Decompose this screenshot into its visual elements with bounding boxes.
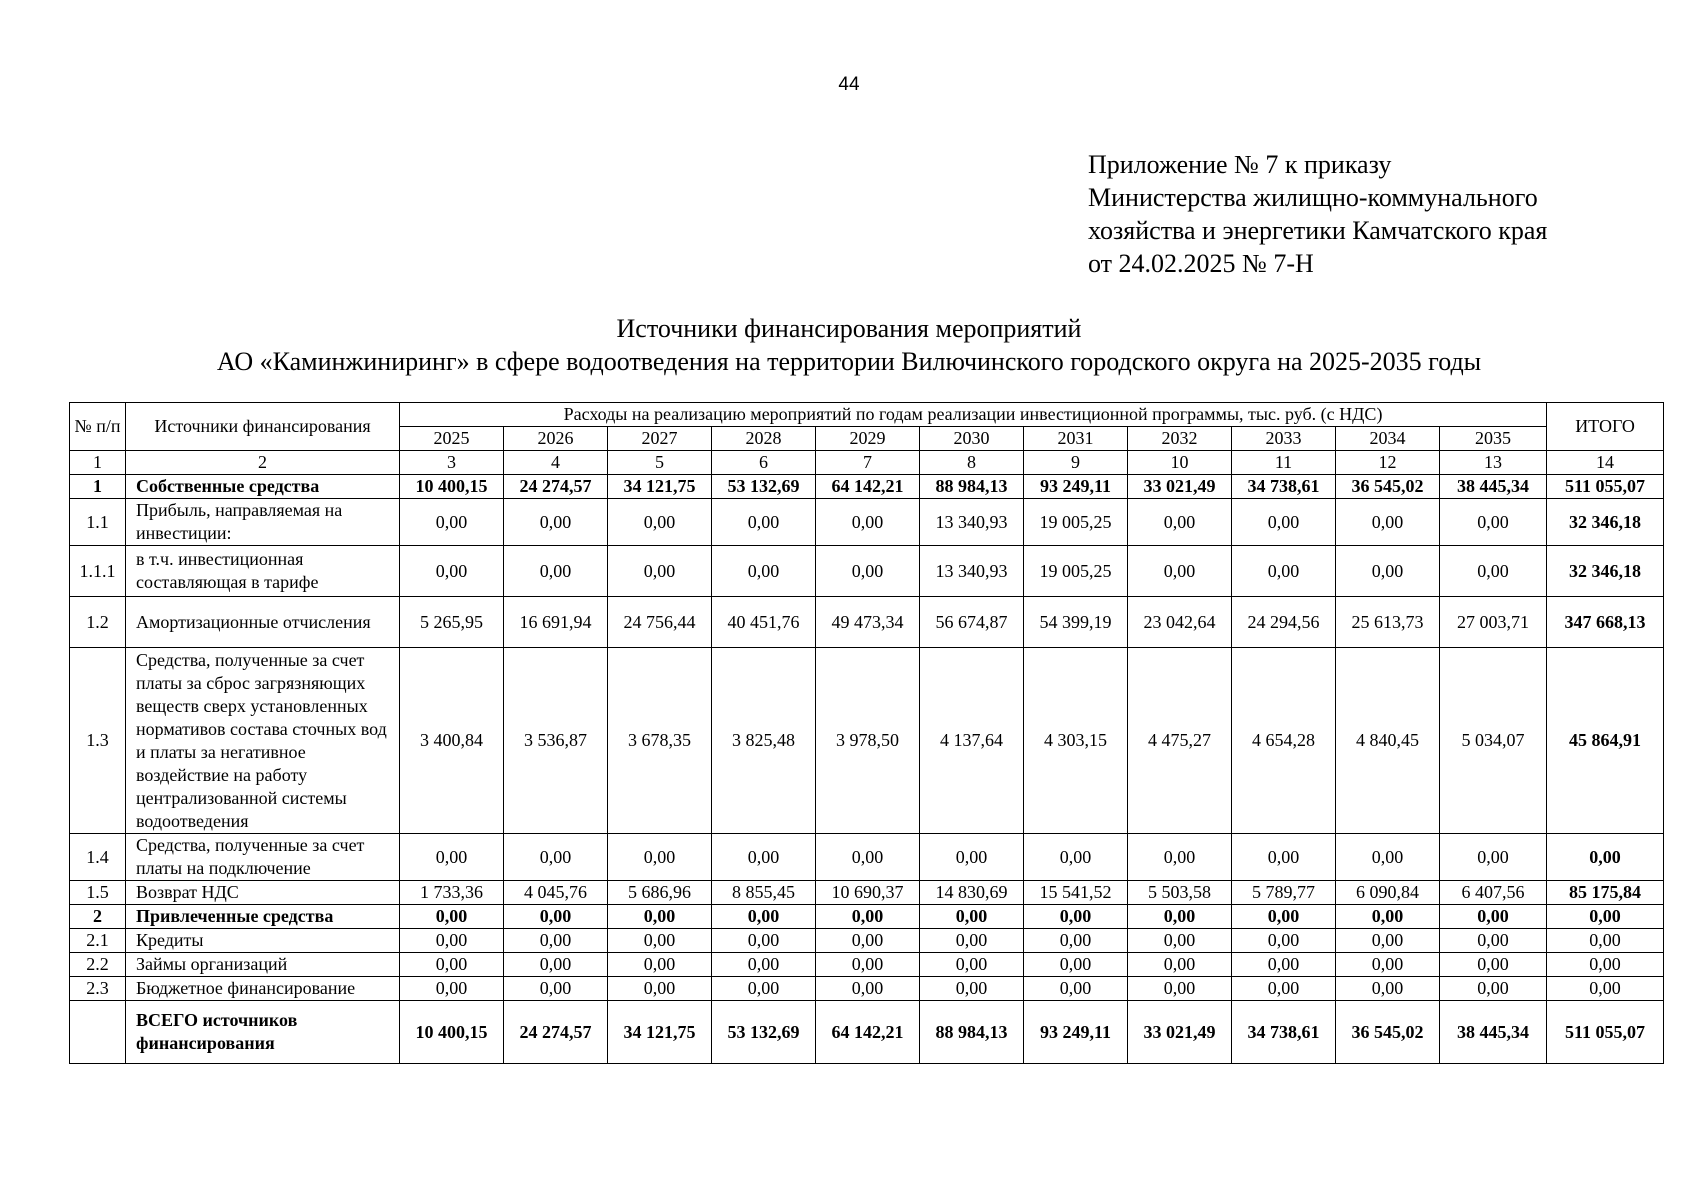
row-source: в т.ч. инвестиционная составляющая в тарифе: [126, 546, 400, 597]
column-number: 2: [126, 451, 400, 475]
row-value: 0,00: [1232, 499, 1336, 546]
row-number: 1: [70, 475, 126, 499]
column-number: 7: [816, 451, 920, 475]
column-number: 12: [1336, 451, 1440, 475]
row-value: 0,00: [920, 905, 1024, 929]
row-value: 34 121,75: [608, 475, 712, 499]
row-value: 0,00: [504, 499, 608, 546]
row-source: Средства, полученные за счет платы за сброс загрязняющих веществ сверх установленных нормативов состава сточных вод и платы за негативное воздействие на работу централизованной системы водоотведения: [126, 648, 400, 834]
row-value: 0,00: [504, 953, 608, 977]
table-row: [70, 953, 1664, 977]
row-value: 0,00: [1128, 499, 1232, 546]
row-value: 3 400,84: [400, 648, 504, 834]
row-value: 1 733,36: [400, 881, 504, 905]
row-value: 5 034,07: [1440, 648, 1547, 834]
row-value: 0,00: [816, 499, 920, 546]
row-value: 33 021,49: [1128, 475, 1232, 499]
row-value: 0,00: [1128, 834, 1232, 881]
row-total: 85 175,84: [1547, 881, 1664, 905]
year-header: 2026: [504, 427, 608, 451]
row-value: 15 541,52: [1024, 881, 1128, 905]
row-total: 45 864,91: [1547, 648, 1664, 834]
row-value: 23 042,64: [1128, 597, 1232, 648]
row-value: 13 340,93: [920, 546, 1024, 597]
row-total: 32 346,18: [1547, 546, 1664, 597]
row-number: 2.3: [70, 977, 126, 1001]
row-value: 6 090,84: [1336, 881, 1440, 905]
appendix-line: хозяйства и энергетики Камчатского края: [1088, 216, 1548, 245]
row-value: 0,00: [1024, 905, 1128, 929]
row-value: 88 984,13: [920, 1001, 1024, 1064]
row-total: 511 055,07: [1547, 1001, 1664, 1064]
row-value: 0,00: [608, 953, 712, 977]
year-header: 2032: [1128, 427, 1232, 451]
row-source: Кредиты: [126, 929, 400, 953]
year-header: 2027: [608, 427, 712, 451]
row-value: 0,00: [608, 499, 712, 546]
row-number: 2: [70, 905, 126, 929]
row-value: 0,00: [920, 953, 1024, 977]
row-number: [70, 1001, 126, 1064]
column-number: 11: [1232, 451, 1336, 475]
row-value: 4 303,15: [1024, 648, 1128, 834]
row-total: 32 346,18: [1547, 499, 1664, 546]
row-value: 0,00: [920, 977, 1024, 1001]
row-value: 38 445,34: [1440, 1001, 1547, 1064]
row-value: 0,00: [920, 929, 1024, 953]
row-value: 0,00: [1232, 546, 1336, 597]
row-number: 2.2: [70, 953, 126, 977]
row-value: 0,00: [1336, 977, 1440, 1001]
row-value: 34 738,61: [1232, 1001, 1336, 1064]
row-value: 0,00: [608, 546, 712, 597]
row-source: ВСЕГО источников финансирования: [126, 1001, 400, 1064]
row-value: 0,00: [1232, 929, 1336, 953]
year-header: 2029: [816, 427, 920, 451]
row-value: 0,00: [1232, 953, 1336, 977]
row-value: 4 654,28: [1232, 648, 1336, 834]
column-number: 13: [1440, 451, 1547, 475]
row-value: 0,00: [816, 905, 920, 929]
row-value: 0,00: [504, 977, 608, 1001]
year-header: 2028: [712, 427, 816, 451]
row-value: 5 265,95: [400, 597, 504, 648]
row-value: 24 294,56: [1232, 597, 1336, 648]
row-value: 0,00: [816, 929, 920, 953]
column-number: 5: [608, 451, 712, 475]
row-value: 0,00: [1336, 834, 1440, 881]
page-number: 44: [838, 74, 860, 95]
row-value: 34 121,75: [608, 1001, 712, 1064]
year-header: 2031: [1024, 427, 1128, 451]
row-total: 0,00: [1547, 953, 1664, 977]
row-value: 64 142,21: [816, 475, 920, 499]
row-value: 10 690,37: [816, 881, 920, 905]
row-value: 0,00: [1128, 977, 1232, 1001]
row-value: 0,00: [400, 499, 504, 546]
row-value: 6 407,56: [1440, 881, 1547, 905]
column-number: 10: [1128, 451, 1232, 475]
appendix-line: Министерства жилищно-коммунального: [1088, 183, 1538, 212]
row-value: 0,00: [608, 929, 712, 953]
table-row: [70, 881, 1664, 905]
row-value: 0,00: [816, 977, 920, 1001]
row-value: 0,00: [504, 929, 608, 953]
row-value: 0,00: [712, 834, 816, 881]
row-source: Бюджетное финансирование: [126, 977, 400, 1001]
row-value: 3 825,48: [712, 648, 816, 834]
row-value: 16 691,94: [504, 597, 608, 648]
row-value: 0,00: [1440, 905, 1547, 929]
row-value: 0,00: [712, 977, 816, 1001]
row-value: 0,00: [712, 905, 816, 929]
row-value: 19 005,25: [1024, 546, 1128, 597]
row-source: Средства, полученные за счет платы на подключение: [126, 834, 400, 881]
header-number: № п/п: [70, 403, 126, 451]
row-total: 511 055,07: [1547, 475, 1664, 499]
row-number: 1.3: [70, 648, 126, 834]
row-value: 36 545,02: [1336, 475, 1440, 499]
row-value: 5 686,96: [608, 881, 712, 905]
row-source: Возврат НДС: [126, 881, 400, 905]
financing-table: [69, 402, 1664, 1064]
row-value: 49 473,34: [816, 597, 920, 648]
column-number: 9: [1024, 451, 1128, 475]
row-value: 36 545,02: [1336, 1001, 1440, 1064]
row-number: 2.1: [70, 929, 126, 953]
column-number: 14: [1547, 451, 1664, 475]
row-value: 10 400,15: [400, 1001, 504, 1064]
row-value: 0,00: [608, 834, 712, 881]
row-number: 1.2: [70, 597, 126, 648]
row-value: 0,00: [1440, 977, 1547, 1001]
row-total: 0,00: [1547, 977, 1664, 1001]
row-value: 0,00: [400, 953, 504, 977]
row-value: 25 613,73: [1336, 597, 1440, 648]
row-value: 53 132,69: [712, 475, 816, 499]
row-value: 0,00: [504, 546, 608, 597]
row-value: 93 249,11: [1024, 1001, 1128, 1064]
table-row: [70, 905, 1664, 929]
year-header: 2033: [1232, 427, 1336, 451]
row-value: 0,00: [400, 546, 504, 597]
table-row: [70, 597, 1664, 648]
row-value: 0,00: [1128, 546, 1232, 597]
row-value: 3 536,87: [504, 648, 608, 834]
row-value: 0,00: [504, 905, 608, 929]
row-value: 0,00: [1336, 905, 1440, 929]
row-value: 34 738,61: [1232, 475, 1336, 499]
row-value: 0,00: [1336, 546, 1440, 597]
row-value: 24 274,57: [504, 475, 608, 499]
year-header: 2034: [1336, 427, 1440, 451]
row-value: 0,00: [1336, 499, 1440, 546]
row-value: 0,00: [920, 834, 1024, 881]
column-number: 4: [504, 451, 608, 475]
row-value: 93 249,11: [1024, 475, 1128, 499]
row-value: 14 830,69: [920, 881, 1024, 905]
row-value: 27 003,71: [1440, 597, 1547, 648]
table-row: [70, 834, 1664, 881]
row-value: 0,00: [712, 499, 816, 546]
row-source: Собственные средства: [126, 475, 400, 499]
header-expenses: Расходы на реализацию мероприятий по годам реализации инвестиционной программы, тыс. руб. (с НДС): [400, 403, 1547, 427]
row-value: 8 855,45: [712, 881, 816, 905]
row-value: 10 400,15: [400, 475, 504, 499]
row-value: 4 137,64: [920, 648, 1024, 834]
row-value: 0,00: [1440, 929, 1547, 953]
row-total: 0,00: [1547, 929, 1664, 953]
row-source: Привлеченные средства: [126, 905, 400, 929]
row-value: 0,00: [712, 929, 816, 953]
row-total: 347 668,13: [1547, 597, 1664, 648]
row-total: 0,00: [1547, 905, 1664, 929]
row-value: 4 475,27: [1128, 648, 1232, 834]
row-value: 53 132,69: [712, 1001, 816, 1064]
header-source: Источники финансирования: [126, 403, 400, 451]
row-value: 3 678,35: [608, 648, 712, 834]
column-number: 1: [70, 451, 126, 475]
row-value: 4 045,76: [504, 881, 608, 905]
year-header: 2035: [1440, 427, 1547, 451]
row-value: 0,00: [608, 905, 712, 929]
row-value: 56 674,87: [920, 597, 1024, 648]
row-total: 0,00: [1547, 834, 1664, 881]
row-value: 0,00: [816, 834, 920, 881]
row-value: 0,00: [1440, 953, 1547, 977]
row-value: 0,00: [712, 953, 816, 977]
column-number: 6: [712, 451, 816, 475]
table-row: [70, 499, 1664, 546]
row-value: 0,00: [1024, 929, 1128, 953]
row-value: 24 274,57: [504, 1001, 608, 1064]
row-value: 0,00: [1128, 929, 1232, 953]
title-line: АО «Каминжиниринг» в сфере водоотведения на территории Вилючинского городского округа на 2025-2035 годы: [216, 347, 1482, 376]
row-value: 24 756,44: [608, 597, 712, 648]
year-header: 2025: [400, 427, 504, 451]
row-value: 0,00: [1128, 953, 1232, 977]
row-value: 0,00: [712, 546, 816, 597]
table-row: [70, 929, 1664, 953]
table-row: [70, 546, 1664, 597]
row-value: 0,00: [1336, 953, 1440, 977]
row-value: 4 840,45: [1336, 648, 1440, 834]
row-value: 0,00: [1232, 905, 1336, 929]
row-value: 0,00: [400, 834, 504, 881]
row-number: 1.4: [70, 834, 126, 881]
row-value: 0,00: [816, 953, 920, 977]
row-source: Прибыль, направляемая на инвестиции:: [126, 499, 400, 546]
row-value: 38 445,34: [1440, 475, 1547, 499]
row-value: 5 503,58: [1128, 881, 1232, 905]
row-value: 5 789,77: [1232, 881, 1336, 905]
column-number: 3: [400, 451, 504, 475]
table-row: [70, 475, 1664, 499]
row-value: 0,00: [1024, 977, 1128, 1001]
column-number: 8: [920, 451, 1024, 475]
row-number: 1.1: [70, 499, 126, 546]
row-value: 54 399,19: [1024, 597, 1128, 648]
row-value: 0,00: [400, 929, 504, 953]
table-row: [70, 648, 1664, 834]
row-value: 0,00: [1232, 834, 1336, 881]
row-value: 0,00: [1440, 546, 1547, 597]
table-row: [70, 977, 1664, 1001]
row-value: 88 984,13: [920, 475, 1024, 499]
row-value: 0,00: [1440, 834, 1547, 881]
title-line: Источники финансирования мероприятий: [616, 314, 1082, 343]
row-value: 0,00: [1440, 499, 1547, 546]
appendix-line: Приложение № 7 к приказу: [1088, 150, 1392, 179]
row-value: 0,00: [1336, 929, 1440, 953]
row-value: 0,00: [608, 977, 712, 1001]
row-value: 3 978,50: [816, 648, 920, 834]
row-value: 0,00: [1232, 977, 1336, 1001]
row-number: 1.5: [70, 881, 126, 905]
row-value: 0,00: [1128, 905, 1232, 929]
row-value: 13 340,93: [920, 499, 1024, 546]
row-value: 0,00: [816, 546, 920, 597]
row-value: 0,00: [1024, 953, 1128, 977]
row-source: Займы организаций: [126, 953, 400, 977]
row-number: 1.1.1: [70, 546, 126, 597]
appendix-header: [1088, 148, 1547, 280]
table-row: [70, 1001, 1664, 1064]
document-title: [0, 312, 1698, 378]
row-value: 33 021,49: [1128, 1001, 1232, 1064]
year-header: 2030: [920, 427, 1024, 451]
row-value: 64 142,21: [816, 1001, 920, 1064]
row-value: 0,00: [400, 977, 504, 1001]
header-total: ИТОГО: [1547, 403, 1664, 451]
row-value: 19 005,25: [1024, 499, 1128, 546]
row-value: 0,00: [504, 834, 608, 881]
row-value: 0,00: [1024, 834, 1128, 881]
row-value: 40 451,76: [712, 597, 816, 648]
appendix-line: от 24.02.2025 № 7-Н: [1088, 249, 1314, 278]
row-source: Амортизационные отчисления: [126, 597, 400, 648]
row-value: 0,00: [400, 905, 504, 929]
